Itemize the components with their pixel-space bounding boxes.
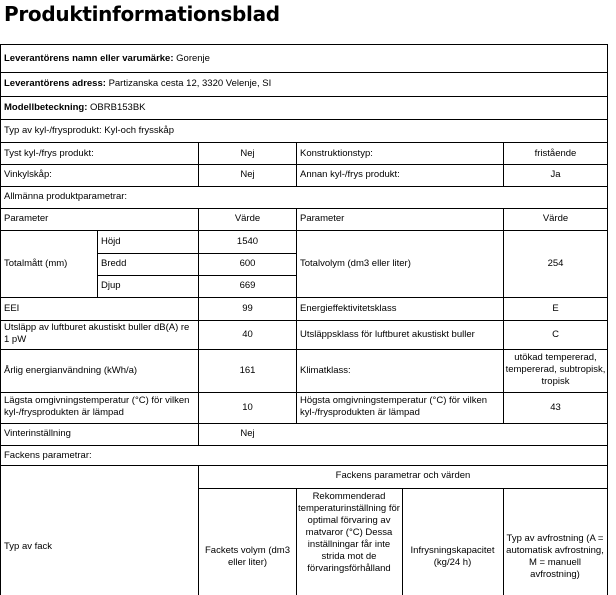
rule (0, 142, 608, 143)
rule (0, 392, 608, 393)
rule (402, 488, 403, 595)
rule (0, 186, 608, 187)
model-value: OBRB153BK (90, 102, 146, 113)
device-type-label: Tyst kyl-/frys produkt: (4, 148, 94, 159)
col-defrost-header: Typ av avfrostning (A = automatisk avfrostning, M = manuell avfrostning) (506, 533, 604, 580)
rule (0, 349, 608, 350)
winter-label: Vinterinställning (4, 428, 71, 439)
energy-class-label: Energieffektivitetsklass (300, 303, 397, 314)
wine-value: Nej (240, 169, 255, 180)
winter-value: Nej (240, 428, 255, 439)
total-dimensions-label: Totalmått (mm) (4, 258, 68, 269)
page-title: Produktinformationsblad (4, 2, 280, 26)
param-header: Parameter (4, 213, 49, 224)
rule (0, 119, 608, 120)
rule (0, 44, 608, 45)
width-label: Bredd (101, 258, 127, 269)
rule (0, 297, 608, 298)
construction-value: fristående (534, 148, 577, 159)
rule (0, 230, 608, 231)
total-volume-label: Totalvolym (dm3 eller liter) (300, 258, 411, 269)
width-value: 600 (239, 258, 256, 269)
noise-class-value: C (552, 329, 559, 340)
device-type-value: Nej (240, 148, 255, 159)
max-temp-value: 43 (550, 402, 561, 413)
supplier-name-row (4, 53, 210, 65)
compartment-type-label: Typ av fack (4, 541, 53, 552)
model-row (4, 102, 146, 114)
rule (0, 465, 608, 466)
product-type-line: Typ av kyl-/frysprodukt: Kyl-och frysskåp (4, 125, 174, 136)
min-temp-label: Lägsta omgivningstemperatur (°C) för vilken kyl-/frysprodukten är lämpad (4, 395, 190, 418)
climate-value: utökad tempererad, tempererad, subtropisk, tropisk (505, 352, 606, 387)
other-value: Ja (550, 169, 561, 180)
noise-label: Utsläpp av luftburet akustiskt buller dB(A) re 1 pW (4, 322, 190, 345)
rule (296, 208, 297, 423)
rule (97, 230, 98, 297)
rule (198, 465, 199, 595)
climate-label: Klimatklass: (300, 365, 351, 376)
rule (0, 164, 608, 165)
supplier-name-value: Gorenje (176, 53, 210, 64)
rule (97, 253, 296, 254)
rule (503, 208, 504, 423)
supplier-address-value: Partizanska cesta 12, 3320 Velenje, SI (108, 78, 272, 89)
supplier-address-label: Leverantörens adress: (4, 78, 106, 89)
compartment-header: Fackens parametrar och värden (335, 470, 471, 481)
noise-value: 40 (242, 329, 253, 340)
energy-class-value: E (552, 303, 559, 314)
wine-label: Vinkylskåp: (4, 169, 52, 180)
eei-value: 99 (242, 303, 253, 314)
col-freezing-header: Infrysningskapacitet (kg/24 h) (410, 545, 495, 568)
total-volume-value: 254 (547, 258, 564, 269)
supplier-name-label: Leverantörens namn eller varumärke: (4, 53, 174, 64)
depth-value: 669 (239, 280, 256, 291)
construction-label: Konstruktionstyp: (300, 148, 373, 159)
rule (0, 320, 608, 321)
noise-class-label: Utsläppsklass för luftburet akustiskt buller (300, 329, 475, 340)
general-params-heading: Allmänna produktparametrar: (4, 191, 128, 202)
depth-label: Djup (101, 280, 121, 291)
compartment-params-heading: Fackens parametrar: (4, 450, 92, 461)
rule (198, 488, 608, 489)
other-label: Annan kyl-/frys produkt: (300, 169, 400, 180)
model-label: Modellbeteckning: (4, 102, 88, 113)
min-temp-value: 10 (242, 402, 253, 413)
rule (0, 72, 608, 73)
supplier-address-row (4, 78, 271, 90)
param-header-2: Parameter (300, 213, 345, 224)
max-temp-label: Högsta omgivningstemperatur (°C) för vilken kyl-/frysprodukten är lämpad (300, 395, 488, 418)
rule (0, 208, 608, 209)
annual-energy-value: 161 (239, 365, 256, 376)
annual-energy-label: Årlig energianvändning (kWh/a) (4, 365, 138, 376)
rule (97, 275, 296, 276)
rule (0, 423, 608, 424)
col-volume-header: Fackets volym (dm3 eller liter) (205, 545, 290, 568)
rule (296, 142, 297, 186)
rule (0, 96, 608, 97)
value-header: Värde (234, 213, 261, 224)
height-label: Höjd (101, 236, 121, 247)
height-value: 1540 (236, 236, 259, 247)
eei-label: EEI (4, 303, 20, 314)
value-header-2: Värde (542, 213, 569, 224)
rule (0, 445, 608, 446)
col-recommended-header: Rekommenderad temperaturinställning för optimal förvaring av matvaror (°C) Dessa inställningar får inte strida mot de förvaringsförhålland (298, 491, 400, 574)
rule (607, 44, 608, 595)
rule (0, 44, 1, 595)
